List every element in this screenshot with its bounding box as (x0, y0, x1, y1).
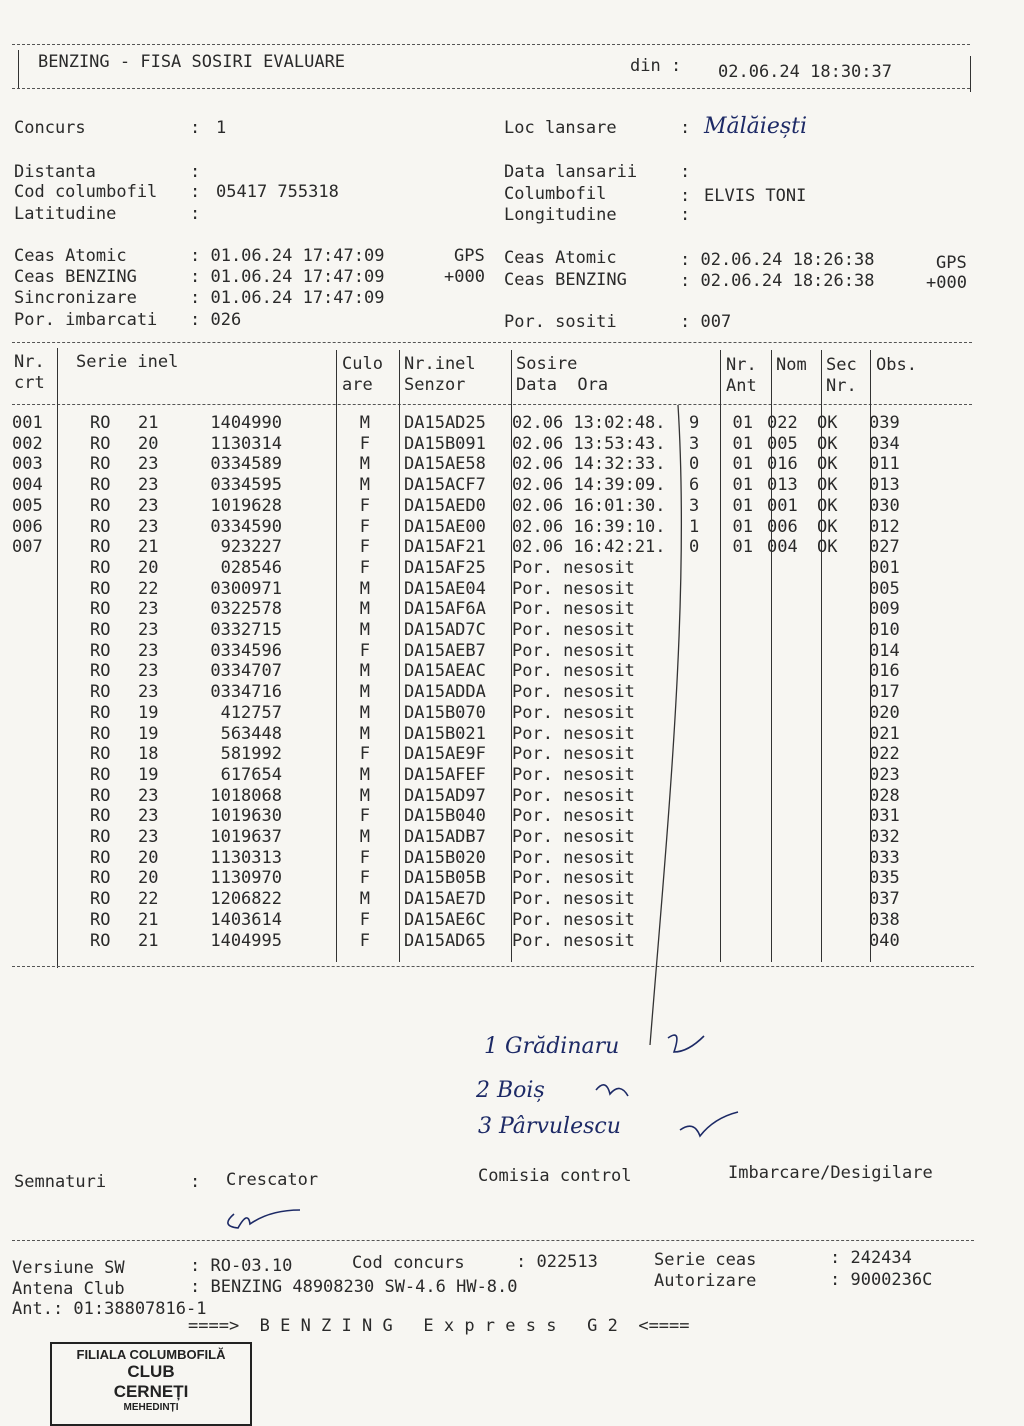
cell-sosire: 02.06 13:02:48. (512, 413, 666, 433)
clock-left-imbarcati-label: Por. imbarcati (14, 310, 158, 330)
footer-autor-label: Autorizare (654, 1271, 757, 1291)
cell-sosire: Por. nesosit (512, 682, 635, 703)
clock-left-benzing-label: Ceas BENZING (14, 267, 137, 287)
th-obs: Obs. (876, 355, 917, 375)
cell-nom: 016 (767, 454, 798, 475)
cell-sosire: Por. nesosit (512, 847, 635, 868)
cell-sosire: Por. nesosit (512, 930, 635, 951)
cell-crt: 003 (12, 454, 43, 475)
cell-sosire: Por. nesosit (512, 702, 635, 723)
cell-ant: 01 (732, 454, 753, 475)
info-concurs-label: Concurs (14, 118, 86, 138)
cell-num: 0332715 (210, 620, 282, 641)
cell-yr: 23 (138, 599, 159, 620)
sig-sep: : (190, 1172, 201, 1192)
cell-obs: 023 (869, 764, 900, 785)
cell-cc: RO (90, 413, 111, 433)
cell-yr: 23 (138, 516, 159, 537)
cell-sub: 3 (689, 433, 700, 454)
cell-sosire: 02.06 16:01:30. (512, 495, 666, 516)
clock-left-sync-label: Sincronizare (14, 288, 137, 308)
cell-sosire: Por. nesosit (512, 785, 635, 806)
clock-left-atomic-label: Ceas Atomic (14, 246, 127, 266)
footer-antena-label: Antena Club (12, 1279, 125, 1299)
cell-cc: RO (90, 454, 111, 475)
cell-num: 1130314 (210, 433, 282, 454)
cell-ant: 01 (732, 433, 753, 454)
cell-obs: 027 (869, 537, 900, 558)
cell-num: 581992 (220, 744, 282, 765)
info-concurs-sep: : (190, 118, 201, 138)
info-distanta-sep: : (190, 162, 201, 182)
cell-sex: M (359, 682, 370, 703)
cell-cc: RO (90, 827, 111, 848)
cell-num: 563448 (220, 723, 282, 744)
cell-ant: 01 (732, 413, 753, 433)
cell-sosire: Por. nesosit (512, 723, 635, 744)
cell-yr: 19 (138, 723, 159, 744)
cell-sub: 9 (689, 413, 700, 433)
info-data-lansarii-label: Data lansarii (504, 162, 638, 182)
cell-num: 0334716 (210, 682, 282, 703)
cell-yr: 19 (138, 702, 159, 723)
cell-num: 1206822 (210, 889, 282, 910)
info-loc-value: Mălăiești (704, 114, 808, 139)
cell-cc: RO (90, 661, 111, 682)
cell-sex: M (359, 578, 370, 599)
cell-senzor: DA15AF25 (404, 557, 486, 578)
clock-right-atomic-label: Ceas Atomic (504, 248, 617, 268)
cell-senzor: DA15AE58 (404, 454, 486, 475)
cell-obs: 035 (869, 868, 900, 889)
cell-obs: 030 (869, 495, 900, 516)
info-distanta-label: Distanta (14, 162, 96, 182)
cell-sex: F (359, 806, 370, 827)
handwritten-note-2: 2 Boiș (476, 1078, 545, 1103)
cell-sosire: 02.06 14:39:09. (512, 475, 666, 496)
info-columbofil-sep: : (680, 186, 691, 206)
cell-nom: 022 (767, 413, 798, 433)
cell-num: 0334707 (210, 661, 282, 682)
cell-sosire: Por. nesosit (512, 868, 635, 889)
cell-obs: 005 (869, 578, 900, 599)
cell-sosire: Por. nesosit (512, 557, 635, 578)
cell-sex: M (359, 827, 370, 848)
cell-num: 028546 (220, 557, 282, 578)
cell-sub: 0 (689, 537, 700, 558)
cell-yr: 23 (138, 495, 159, 516)
cell-senzor: DA15ADB7 (404, 827, 486, 848)
page-title: BENZING - FISA SOSIRI EVALUARE (38, 52, 346, 72)
cell-cc: RO (90, 640, 111, 661)
cell-cc: RO (90, 702, 111, 723)
cell-cc: RO (90, 433, 111, 454)
info-loc-sep: : (680, 118, 691, 138)
footer-banner: ====> B E N Z I N G E x p r e s s G 2 <==== (188, 1316, 690, 1336)
footer-autor-value: : 9000236C (830, 1270, 933, 1290)
cell-nom: 013 (767, 475, 798, 496)
clock-right-sositi-label: Por. sositi (504, 312, 617, 332)
cell-num: 923227 (220, 537, 282, 558)
cell-sex: F (359, 909, 370, 930)
cell-cc: RO (90, 889, 111, 910)
cell-sex: F (359, 868, 370, 889)
cell-sec: OK (817, 537, 838, 558)
cell-nom: 005 (767, 433, 798, 454)
cell-crt: 001 (12, 413, 43, 433)
cell-obs: 037 (869, 889, 900, 910)
cell-sub: 0 (689, 454, 700, 475)
th-culo: Culo (342, 354, 383, 374)
cell-senzor: DA15AD25 (404, 413, 486, 433)
cell-sosire: Por. nesosit (512, 661, 635, 682)
cell-yr: 23 (138, 785, 159, 806)
stamp-line-3: CERNEȚI (113, 1382, 189, 1401)
cell-obs: 012 (869, 516, 900, 537)
cell-cc: RO (90, 578, 111, 599)
cell-crt: 006 (12, 516, 43, 537)
cell-num: 1019628 (210, 495, 282, 516)
cell-sosire: Por. nesosit (512, 640, 635, 661)
cell-crt: 002 (12, 433, 43, 454)
cell-senzor: DA15AE9F (404, 744, 486, 765)
cell-cc: RO (90, 495, 111, 516)
cell-sex: F (359, 537, 370, 558)
cell-crt: 007 (12, 537, 43, 558)
cell-cc: RO (90, 785, 111, 806)
cell-senzor: DA15AED0 (404, 495, 486, 516)
info-concurs-value: 1 (216, 118, 227, 138)
clock-left-atomic-suffix: GPS (454, 246, 485, 266)
header-din-label: din : (630, 56, 682, 76)
cell-ant: 01 (732, 516, 753, 537)
cell-yr: 23 (138, 454, 159, 475)
cell-cc: RO (90, 868, 111, 889)
cell-sosire: Por. nesosit (512, 744, 635, 765)
th-nom: Nom (776, 355, 807, 375)
cell-cc: RO (90, 599, 111, 620)
cell-obs: 032 (869, 827, 900, 848)
cell-num: 0334590 (210, 516, 282, 537)
cell-num: 0334596 (210, 640, 282, 661)
cell-sex: M (359, 599, 370, 620)
cell-ant: 01 (732, 475, 753, 496)
cell-obs: 011 (869, 454, 900, 475)
cell-sex: M (359, 620, 370, 641)
cell-yr: 21 (138, 930, 159, 951)
info-longitudine-label: Longitudine (504, 205, 617, 225)
cell-sosire: 02.06 16:42:21. (512, 537, 666, 558)
cell-sex: F (359, 495, 370, 516)
clock-left-sync-value: : 01.06.24 17:47:09 (190, 288, 385, 308)
cell-cc: RO (90, 909, 111, 930)
clock-right-atomic-suffix: GPS (936, 253, 967, 273)
cell-obs: 040 (869, 930, 900, 951)
footer-cod-label: Cod concurs (352, 1253, 465, 1273)
info-cod-value: 05417 755318 (216, 182, 339, 202)
cell-yr: 23 (138, 620, 159, 641)
cell-sosire: Por. nesosit (512, 827, 635, 848)
cell-num: 412757 (220, 702, 282, 723)
info-loc-label: Loc lansare (504, 118, 617, 138)
cell-sex: F (359, 744, 370, 765)
th-sec: Sec (826, 355, 857, 375)
cell-sosire: 02.06 13:53:43. (512, 433, 666, 454)
cell-sex: M (359, 454, 370, 475)
th-nrant: Nr. (726, 355, 757, 375)
cell-sex: M (359, 475, 370, 496)
th-secnr: Nr. (826, 376, 857, 396)
cell-sosire: Por. nesosit (512, 909, 635, 930)
cell-yr: 20 (138, 557, 159, 578)
cell-yr: 21 (138, 537, 159, 558)
cell-obs: 031 (869, 806, 900, 827)
cell-senzor: DA15AFEF (404, 764, 486, 785)
cell-senzor: DA15B020 (404, 847, 486, 868)
cell-nom: 001 (767, 495, 798, 516)
cell-yr: 23 (138, 682, 159, 703)
cell-senzor: DA15AE7D (404, 889, 486, 910)
cell-senzor: DA15AF21 (404, 537, 486, 558)
cell-sub: 3 (689, 495, 700, 516)
cell-obs: 010 (869, 620, 900, 641)
clock-right-benzing-value: : 02.06.24 18:26:38 (680, 271, 875, 291)
cell-yr: 18 (138, 744, 159, 765)
header-datetime: 02.06.24 18:30:37 (718, 62, 892, 82)
handwritten-note-3: 3 Pârvulescu (478, 1114, 621, 1139)
cell-yr: 21 (138, 413, 159, 433)
footer-cod-value: : 022513 (516, 1252, 598, 1272)
cell-senzor: DA15AE6C (404, 909, 486, 930)
cell-sub: 6 (689, 475, 700, 496)
clock-left-benzing-value: : 01.06.24 17:47:09 (190, 267, 385, 287)
cell-sex: F (359, 640, 370, 661)
th-crt: crt (14, 373, 45, 393)
th-sosire: Sosire (516, 354, 578, 374)
cell-num: 1130313 (210, 847, 282, 868)
clock-right-benzing-suffix: +000 (926, 273, 967, 293)
cell-senzor: DA15ACF7 (404, 475, 486, 496)
cell-num: 0322578 (210, 599, 282, 620)
cell-senzor: DA15B05B (404, 868, 486, 889)
cell-num: 1403614 (210, 909, 282, 930)
cell-obs: 001 (869, 557, 900, 578)
cell-senzor: DA15B091 (404, 433, 486, 454)
cell-sex: M (359, 723, 370, 744)
cell-obs: 016 (869, 661, 900, 682)
cell-sex: F (359, 930, 370, 951)
cell-num: 0300971 (210, 578, 282, 599)
cell-sosire: Por. nesosit (512, 599, 635, 620)
cell-senzor: DA15B040 (404, 806, 486, 827)
cell-num: 1404990 (210, 413, 282, 433)
cell-sosire: 02.06 14:32:33. (512, 454, 666, 475)
cell-num: 1404995 (210, 930, 282, 951)
footer-versiune-label: Versiune SW (12, 1258, 125, 1278)
cell-senzor: DA15AD7C (404, 620, 486, 641)
cell-cc: RO (90, 682, 111, 703)
info-latitudine-sep: : (190, 204, 201, 224)
cell-cc: RO (90, 930, 111, 951)
cell-obs: 034 (869, 433, 900, 454)
footer-top-rule (12, 1240, 974, 1241)
cell-yr: 22 (138, 578, 159, 599)
cell-nom: 004 (767, 537, 798, 558)
cell-ant: 01 (732, 537, 753, 558)
cell-sex: F (359, 433, 370, 454)
cell-cc: RO (90, 475, 111, 496)
cell-cc: RO (90, 764, 111, 785)
cell-senzor: DA15B021 (404, 723, 486, 744)
info-cod-label: Cod columbofil (14, 182, 158, 202)
footer-versiune-value: : RO-03.10 (190, 1256, 293, 1276)
clock-left-imbarcati-value: : 026 (190, 310, 242, 330)
cell-sex: F (359, 847, 370, 868)
footer-serie-value: : 242434 (830, 1248, 912, 1268)
cell-obs: 020 (869, 702, 900, 723)
cell-obs: 017 (869, 682, 900, 703)
cell-cc: RO (90, 516, 111, 537)
info-cod-sep: : (190, 182, 201, 202)
cell-yr: 21 (138, 909, 159, 930)
cell-crt: 005 (12, 495, 43, 516)
clock-left-atomic-value: : 01.06.24 17:47:09 (190, 246, 385, 266)
handwritten-note-1: 1 Grădinaru (484, 1034, 620, 1059)
cell-obs: 033 (869, 847, 900, 868)
cell-sex: M (359, 661, 370, 682)
cell-num: 617654 (220, 764, 282, 785)
cell-sex: M (359, 764, 370, 785)
cell-yr: 20 (138, 868, 159, 889)
sig-crescator: Crescator (226, 1170, 319, 1190)
cell-sec: OK (817, 433, 838, 454)
cell-yr: 22 (138, 889, 159, 910)
cell-yr: 23 (138, 661, 159, 682)
cell-cc: RO (90, 537, 111, 558)
cell-yr: 23 (138, 827, 159, 848)
cell-senzor: DA15ADDA (404, 682, 486, 703)
footer-serie-label: Serie ceas (654, 1250, 757, 1270)
stamp-line-2: CLUB (127, 1362, 175, 1381)
th-nr: Nr. (14, 352, 45, 372)
clock-right-atomic-value: : 02.06.24 18:26:38 (680, 250, 875, 270)
cell-yr: 23 (138, 640, 159, 661)
cell-crt: 004 (12, 475, 43, 496)
sig-comisia: Comisia control (478, 1166, 632, 1186)
cell-senzor: DA15AEAC (404, 661, 486, 682)
sig-imbarcare: Imbarcare/Desigilare (728, 1163, 933, 1183)
cell-obs: 009 (869, 599, 900, 620)
cell-sec: OK (817, 495, 838, 516)
cell-num: 1019637 (210, 827, 282, 848)
cell-sex: M (359, 702, 370, 723)
cell-num: 0334595 (210, 475, 282, 496)
cell-sosire: Por. nesosit (512, 889, 635, 910)
th-senzor: Senzor (404, 375, 466, 395)
info-longitudine-sep: : (680, 205, 691, 225)
cell-sex: F (359, 516, 370, 537)
cell-obs: 028 (869, 785, 900, 806)
cell-num: 1019630 (210, 806, 282, 827)
cell-cc: RO (90, 557, 111, 578)
cell-num: 1130970 (210, 868, 282, 889)
clock-right-sositi-value: : 007 (680, 312, 732, 332)
stamp-line-4: MEHEDINȚI (123, 1402, 179, 1413)
th-serie: Serie inel (76, 352, 179, 372)
footer-ant-line: Ant.: 01:38807816-1 (12, 1299, 207, 1319)
cell-sex: M (359, 889, 370, 910)
th-dataora: Data Ora (516, 375, 609, 395)
cell-yr: 23 (138, 475, 159, 496)
info-latitudine-label: Latitudine (14, 204, 117, 224)
cell-sec: OK (817, 516, 838, 537)
info-data-lansarii-sep: : (680, 162, 691, 182)
cell-cc: RO (90, 847, 111, 868)
info-columbofil-value: ELVIS TONI (704, 186, 807, 206)
cell-obs: 013 (869, 475, 900, 496)
cell-num: 1018068 (210, 785, 282, 806)
cell-sosire: Por. nesosit (512, 620, 635, 641)
cell-sosire: 02.06 16:39:10. (512, 516, 666, 537)
th-ant: Ant (726, 376, 757, 396)
cell-senzor: DA15AF6A (404, 599, 486, 620)
th-are: are (342, 375, 373, 395)
cell-obs: 022 (869, 744, 900, 765)
cell-ant: 01 (732, 495, 753, 516)
cell-yr: 20 (138, 847, 159, 868)
cell-cc: RO (90, 620, 111, 641)
cell-senzor: DA15AD97 (404, 785, 486, 806)
cell-sub: 1 (689, 516, 700, 537)
cell-obs: 038 (869, 909, 900, 930)
cell-sec: OK (817, 454, 838, 475)
clock-right-benzing-label: Ceas BENZING (504, 270, 627, 290)
cell-cc: RO (90, 723, 111, 744)
cell-sec: OK (817, 475, 838, 496)
cell-obs: 039 (869, 413, 900, 433)
cell-sec: OK (817, 413, 838, 433)
cell-obs: 014 (869, 640, 900, 661)
cell-sosire: Por. nesosit (512, 806, 635, 827)
cell-yr: 19 (138, 764, 159, 785)
cell-yr: 23 (138, 806, 159, 827)
cell-senzor: DA15B070 (404, 702, 486, 723)
cell-sosire: Por. nesosit (512, 764, 635, 785)
footer-antena-value: : BENZING 48908230 SW-4.6 HW-8.0 (190, 1277, 518, 1297)
club-stamp (50, 1342, 252, 1426)
cell-cc: RO (90, 744, 111, 765)
cell-cc: RO (90, 806, 111, 827)
th-nrinel: Nr.inel (404, 354, 476, 374)
sig-label: Semnaturi (14, 1172, 107, 1192)
cell-obs: 021 (869, 723, 900, 744)
cell-senzor: DA15AD65 (404, 930, 486, 951)
info-columbofil-label: Columbofil (504, 184, 607, 204)
cell-nom: 006 (767, 516, 798, 537)
cell-num: 0334589 (210, 454, 282, 475)
cell-sex: M (359, 413, 370, 433)
cell-yr: 20 (138, 433, 159, 454)
clock-left-benzing-suffix: +000 (444, 267, 485, 287)
cell-senzor: DA15AEB7 (404, 640, 486, 661)
cell-senzor: DA15AE04 (404, 578, 486, 599)
cell-senzor: DA15AE00 (404, 516, 486, 537)
cell-sosire: Por. nesosit (512, 578, 635, 599)
cell-sex: F (359, 557, 370, 578)
stamp-line-1: FILIALA COLUMBOFILĂ (76, 1347, 226, 1362)
cell-sex: M (359, 785, 370, 806)
